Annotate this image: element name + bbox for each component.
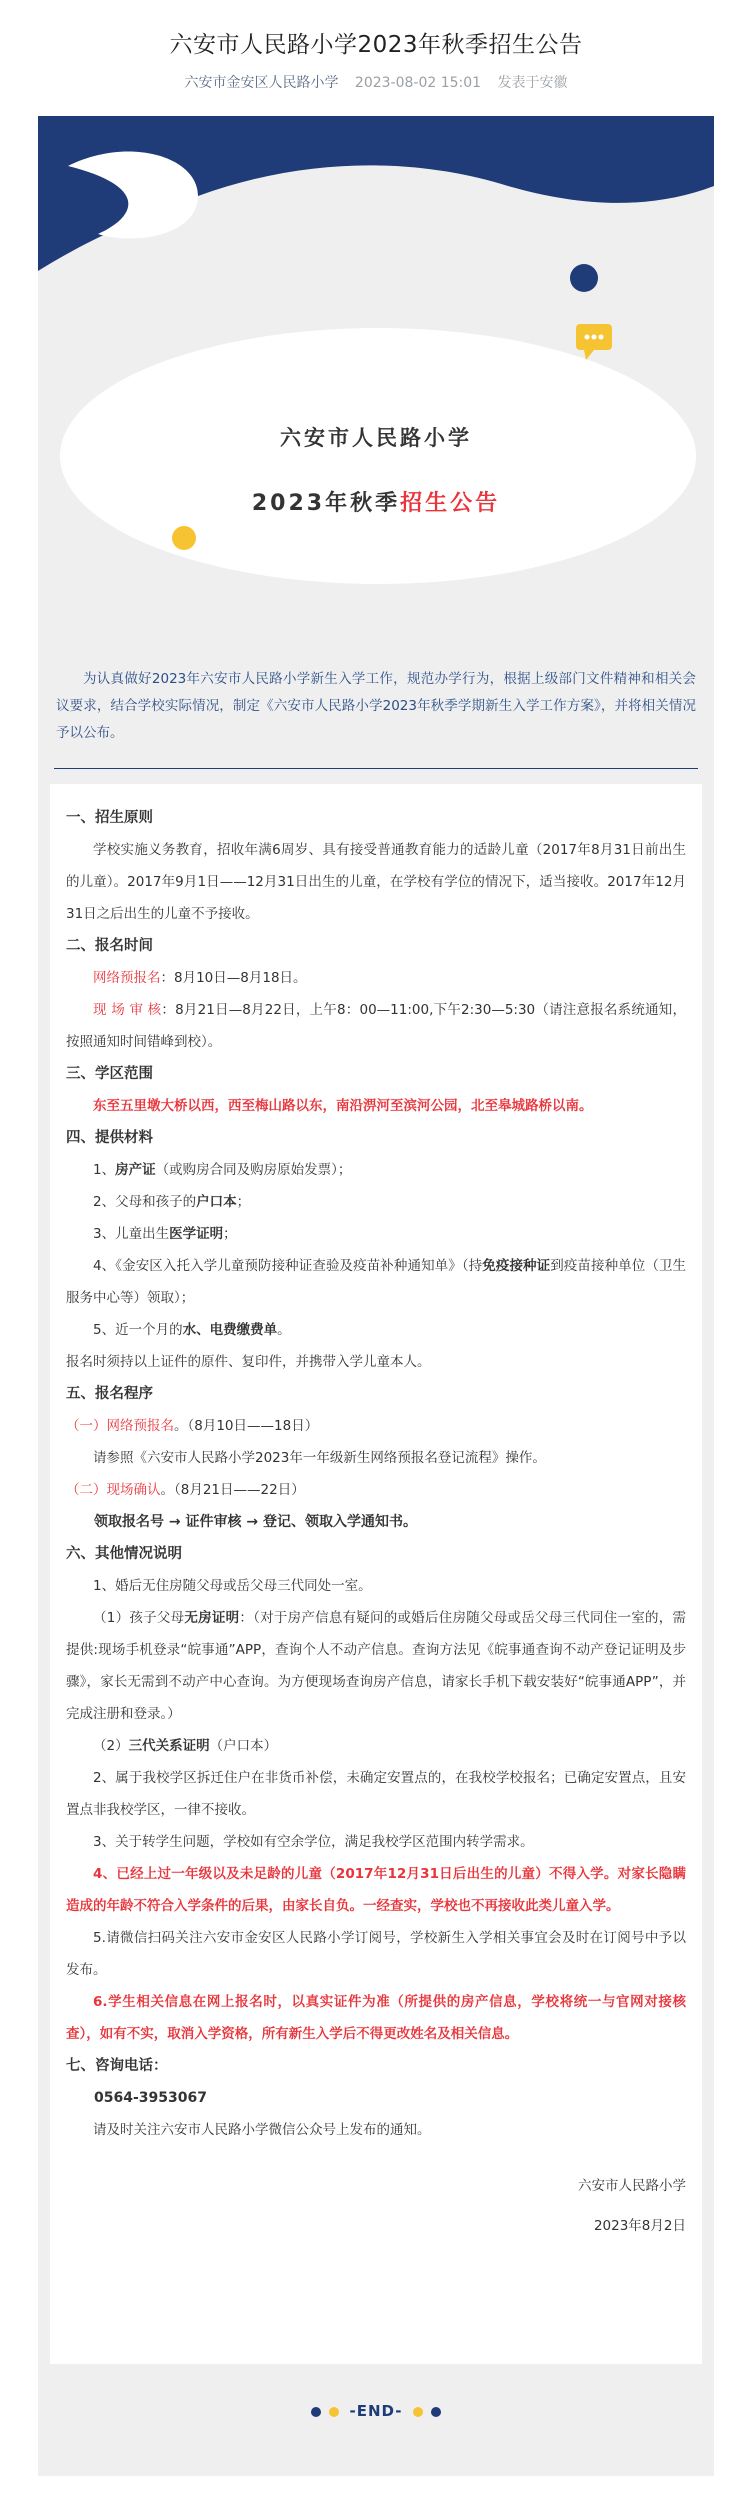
online-registration-label: 网络预报名 <box>93 970 161 986</box>
step-2-line <box>66 1474 686 1506</box>
material-1-rest: （或购房合同及购房原始发票）； <box>155 1162 352 1178</box>
material-item-2 <box>66 1186 686 1218</box>
step-1-label: （一）网络预报名 <box>66 1418 174 1434</box>
materials-note: 报名时须持以上证件的原件、复印件，并携带入学儿童本人。 <box>66 1354 431 1370</box>
step-2-flow: 领取报名号 → 证件审核 → 登记、领取入学通知书。 <box>94 1514 417 1530</box>
signature-date: 2023年8月2日 <box>593 2218 686 2234</box>
online-registration-line <box>66 962 686 994</box>
consult-phone: 0564-3953067 <box>94 2090 207 2106</box>
hero-subtitle <box>38 486 714 517</box>
section-3-heading: 三、学区范围 <box>66 1066 153 1082</box>
article-body-frame <box>38 116 714 2476</box>
other-note-1b <box>66 1730 686 1762</box>
account-name-link[interactable]: 六安市金安区人民路小学 <box>184 75 339 91</box>
material-3-bold: 医学证明 <box>169 1226 224 1242</box>
other-note-4: 4、已经上过一年级以及未足龄的儿童（2017年12月31日后出生的儿童）不得入学。对家长隐瞒造成的年龄不符合入学条件的后果，由家长自负。一经查实，学校也不再接收此类儿童入学。 <box>66 1866 686 1914</box>
material-5-bold: 水、电费缴费单 <box>182 1322 278 1338</box>
other-note-1a <box>66 1602 686 1730</box>
school-district-range: 东至五里墩大桥以西，西至梅山路以东，南沿淠河至滨河公园，北至皋城路桥以南。 <box>93 1098 593 1114</box>
end-right-navy-dot <box>431 2407 441 2417</box>
material-4-title: 《金安区入托入学儿童预防接种证查验及疫苗补种通知单》 <box>115 1258 462 1274</box>
publish-time: 2023-08-02 15:01 <box>354 75 482 91</box>
material-4-bold: 免疫接种证 <box>482 1258 551 1274</box>
onsite-review-line <box>66 994 686 1058</box>
content-card <box>50 784 702 2364</box>
navy-dot-decoration <box>570 264 598 292</box>
other-note-1: 1、婚后无住房随父母或岳父母三代同处一室。 <box>93 1578 372 1594</box>
material-2-bold: 户口本 <box>196 1194 237 1210</box>
intro-paragraph: 为认真做好2023年六安市人民路小学新生入学工作，规范办学行为，根据上级部门文件精神和相关会议要求，结合学校实际情况，制定《六安市人民路小学2023年秋季学期新生入学工作方案》，并将相关情况予以公布。 <box>56 671 696 741</box>
content-body <box>66 802 686 2242</box>
material-2-rest: ； <box>236 1194 251 1210</box>
intro-bottom-rule <box>54 768 698 769</box>
material-item-3 <box>66 1218 686 1250</box>
chat-bubble-icon <box>576 324 612 360</box>
publish-location: 发表于安徽 <box>497 75 568 91</box>
section-2-heading: 二、报名时间 <box>66 938 153 954</box>
material-5-number: 5、近一个月的 <box>93 1322 183 1338</box>
end-mark: -END- <box>349 2402 403 2420</box>
step-2-dates: 。（8月21日——22日） <box>160 1482 305 1498</box>
material-3-rest: ； <box>223 1226 237 1242</box>
note-1b-prefix: （2） <box>93 1738 129 1754</box>
material-3-number: 3、儿童出生 <box>93 1226 170 1242</box>
article-title: 六安市人民路小学2023年秋季招生公告 <box>169 32 583 58</box>
section-7-heading: 七、咨询电话： <box>66 2058 168 2074</box>
material-4-number: 4、 <box>93 1258 116 1274</box>
material-4-open: （持 <box>461 1258 483 1274</box>
material-1-bold: 房产证 <box>115 1162 156 1178</box>
other-note-5: 5.请微信扫码关注六安市金安区人民路小学订阅号，学校新生入学相关事宜会及时在订阅号中予以发布。 <box>66 1930 686 1978</box>
material-5-rest: 。 <box>277 1322 291 1338</box>
material-1-number: 1、 <box>93 1162 116 1178</box>
end-left-navy-dot <box>311 2407 321 2417</box>
material-4-rest: 到疫苗接种单位（卫生服务中心等）领取）； <box>66 1258 687 1306</box>
hero-subtitle-highlight: 招生公告 <box>400 491 501 516</box>
onsite-review-label: 现 场 审 核 <box>93 1002 162 1018</box>
material-item-5 <box>66 1314 686 1346</box>
note-1a-prefix: （1）孩子父母 <box>93 1610 185 1626</box>
onsite-review-dates: ：8月21日—8月22日，上午8：00—11:00,下午2:30—5:30（请注意报名系统通知，按照通知时间错峰到校）。 <box>66 1002 686 1050</box>
hero-banner-graphic <box>38 116 714 626</box>
hero-school-name: 六安市人民路小学 <box>280 426 472 450</box>
material-item-4 <box>66 1250 686 1314</box>
signature-school: 六安市人民路小学 <box>578 2178 686 2194</box>
step-1-text: 请参照《六安市人民路小学2023年一年级新生网络预报名登记流程》操作。 <box>93 1450 546 1466</box>
step-1-line <box>66 1410 686 1442</box>
section-6-heading: 六、其他情况说明 <box>66 1546 182 1562</box>
section-4-heading: 四、提供材料 <box>66 1130 153 1146</box>
hero-white-ellipse <box>60 328 696 584</box>
note-1a-bold: 无房证明 <box>184 1610 240 1626</box>
section-5-heading: 五、报名程序 <box>66 1386 153 1402</box>
online-registration-dates: ：8月10日—8月18日。 <box>160 970 307 986</box>
section-1-heading: 一、招生原则 <box>66 810 153 826</box>
end-mark-row <box>38 2402 714 2420</box>
section-1-text: 学校实施义务教育，招收年满6周岁、具有接受普通教育能力的适龄儿童（2017年8月31日前出生的儿童）。2017年9月1日——12月31日出生的儿童，在学校有学位的情况下，适当接收。2017年12月31日之后出生的儿童不予接收。 <box>66 842 686 922</box>
note-1a-rest: ：（对于房产信息有疑问的或婚后住房随父母或岳父母三代同住一室的，需提供:现场手机登录“皖事通”APP，查询个人不动产信息。查询方法见《皖事通查询不动产登记证明及步骤》，家长无需到不动产中心查询。为方便现场查询房产信息，请家长手机下载安装好“皖事通APP”，并完成注册和登录。） <box>66 1610 687 1722</box>
yellow-dot-decoration <box>172 526 196 550</box>
step-2-label: （二）现场确认 <box>66 1482 161 1498</box>
article-meta <box>0 72 752 92</box>
other-note-6: 6.学生相关信息在网上报名时，以真实证件为准（所提供的房产信息，学校将统一与官网对接核查），如有不实，取消入学资格，所有新生入学后不得更改姓名及相关信息。 <box>66 1994 686 2042</box>
consult-note: 请及时关注六安市人民路小学微信公众号上发布的通知。 <box>93 2122 431 2138</box>
end-right-yellow-dot <box>413 2407 423 2417</box>
end-left-yellow-dot <box>329 2407 339 2417</box>
other-note-2: 2、属于我校学区拆迁住户在非货币补偿，未确定安置点的，在我校学校报名；已确定安置点，且安置点非我校学区，一律不接收。 <box>66 1770 686 1818</box>
material-2-number: 2、父母和孩子的 <box>93 1194 197 1210</box>
other-note-3: 3、关于转学生问题，学校如有空余学位，满足我校学区范围内转学需求。 <box>93 1834 534 1850</box>
note-1b-rest: （户口本） <box>209 1738 278 1754</box>
step-1-dates: 。（8月10日——18日） <box>174 1418 319 1434</box>
material-item-1 <box>66 1154 686 1186</box>
hero-subtitle-plain: 2023年秋季 <box>251 491 401 516</box>
note-1b-bold: 三代关系证明 <box>128 1738 210 1754</box>
